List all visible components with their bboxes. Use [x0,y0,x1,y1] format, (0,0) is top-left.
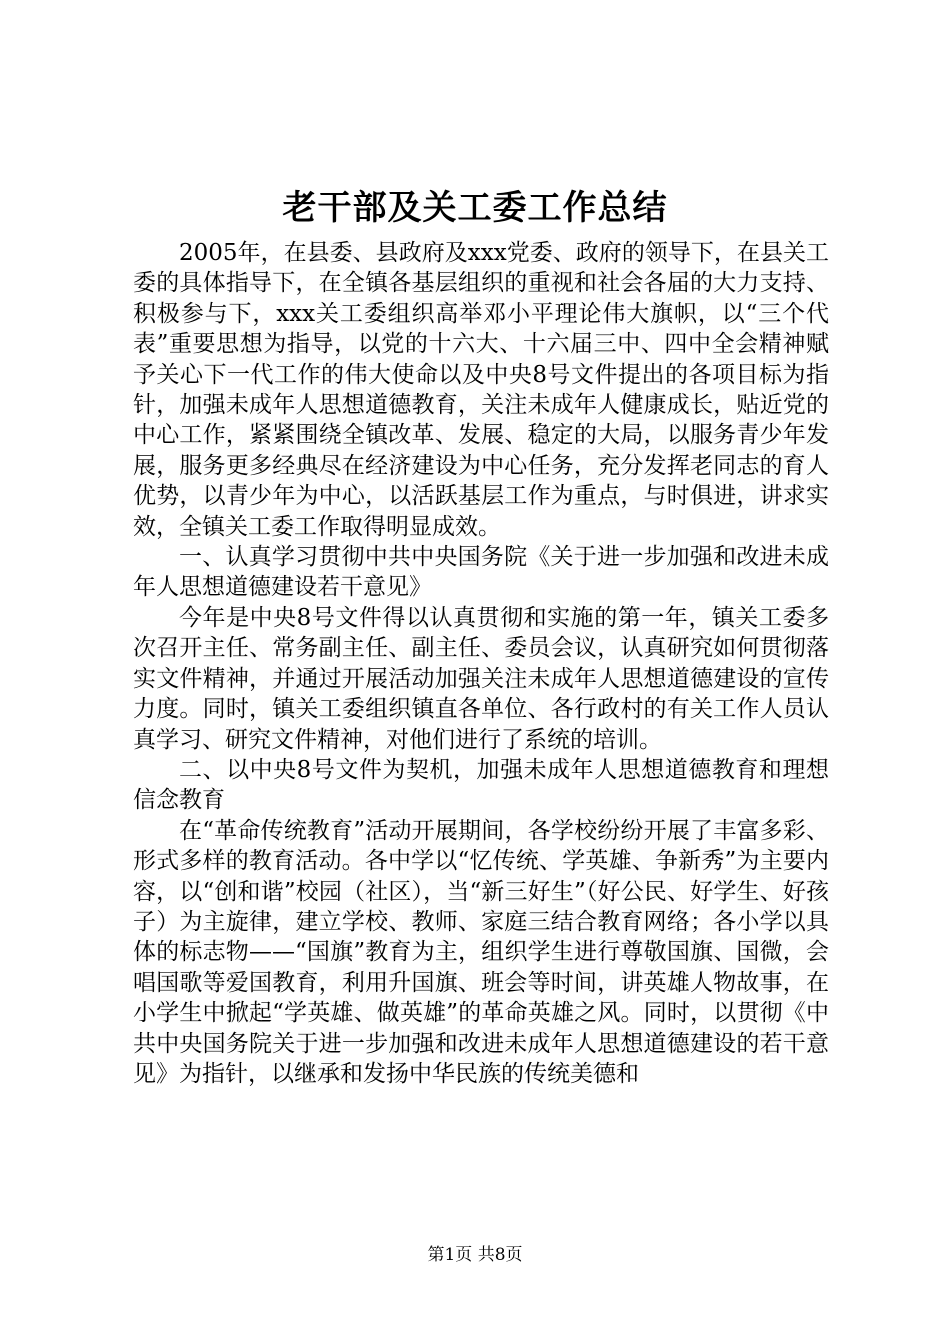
paragraph-section-1: 今年是中央8号文件得以认真贯彻和实施的第一年，镇关工委多次召开主任、常务副主任、副主任、委员会议，认真研究如何贯彻落实文件精神，并通过开展活动加强关注未成年人思想道德建设的宣传力度。同时，镇关工委组织镇直各单位、各行政村的有关工作人员认真学习、研究文件精神，对他们进行了系统的培训。 [133,604,829,753]
document-title: 老干部及关工委工作总结 [282,188,668,228]
section-heading-2: 二、以中央8号文件为契机，加强未成年人思想道德教育和理想信念教育 [133,756,829,814]
paragraph-intro: 2005年，在县委、县政府及xxx党委、政府的领导下，在县关工委的具体指导下，在全镇各基层组织的重视和社会各届的大力支持、积极参与下，xxx关工委组织高举邓小平理论伟大旗帜，以“三个代表”重要思想为指导，以党的十六大、十六届三中、四中全会精神赋予关心下一代工作的伟大使命以及中央8号文件提出的各项目标为指针，加强未成年人思想道德教育，关注未成年人健康成长，贴近党的中心工作，紧紧围绕全镇改革、发展、稳定的大局，以服务青少年发展，服务更多经典尽在经济建设为中心任务，充分发挥老同志的育人优势，以青少年为中心，以活跃基层工作为重点，与时俱进，讲求实效，全镇关工委工作取得明显成效。 [133,240,830,540]
section-heading-1: 一、认真学习贯彻中共中央国务院《关于进一步加强和改进未成年人思想道德建设若干意见》 [133,544,829,601]
page-number-footer: 第1页 共8页 [427,1245,523,1265]
document-body [133,238,829,1089]
paragraph-section-2: 在“革命传统教育”活动开展期间，各学校纷纷开展了丰富多彩、形式多样的教育活动。各中学以“忆传统、学英雄、争新秀”为主要内容，以“创和谐”校园（社区），当“新三好生”（好公民、好学生、好孩子）为主旋律，建立学校、教师、家庭三结合教育网络；各小学以具体的标志物——“国旗”教育为主，组织学生进行尊敬国旗、国微，会唱国歌等爱国教育，利用升国旗、班会等时间，讲英雄人物故事，在小学生中掀起“学英雄、做英雄”的革命英雄之风。同时，以贯彻《中共中央国务院关于进一步加强和改进未成年人思想道德建设的若干意见》为指针，以继承和发扬中华民族的传统美德和 [133,817,829,1087]
